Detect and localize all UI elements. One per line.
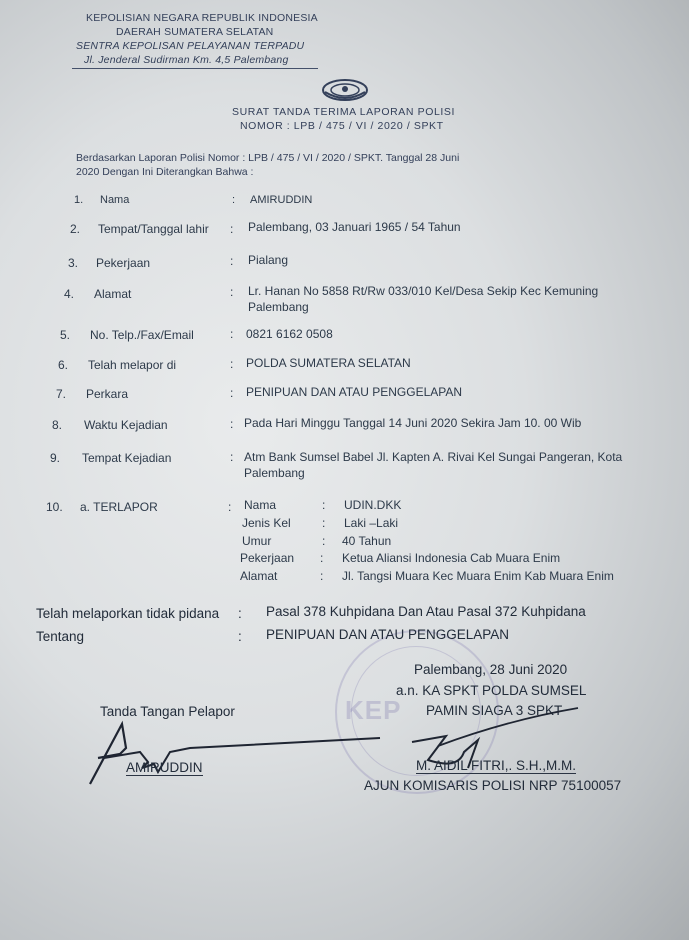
row-colon: : (232, 194, 236, 206)
police-emblem-icon (320, 78, 370, 102)
row-value: AMIRUDDIN (250, 194, 313, 206)
officer-position: PAMIN SIAGA 3 SPKT (426, 703, 563, 718)
terlapor-colon: : (228, 500, 232, 514)
row-label: Perkara (86, 387, 129, 401)
row-value: Lr. Hanan No 5858 Rt/Rw 033/010 Kel/Desa Sekip Kec Kemuning Palembang (248, 284, 599, 314)
row-number: 1. (74, 194, 84, 206)
tentang-value: PENIPUAN DAN ATAU PENGGELAPAN (266, 627, 510, 642)
row-value: Pialang (248, 253, 289, 267)
row-number: 2. (70, 222, 81, 236)
terlapor-field-label: Alamat (240, 569, 278, 583)
row-value: Pada Hari Minggu Tanggal 14 Juni 2020 Sekira Jam 10. 00 Wib (244, 416, 582, 430)
place-date: Palembang, 28 Juni 2020 (414, 662, 568, 677)
row-value: 0821 6162 0508 (246, 327, 333, 341)
row-colon: : (230, 450, 234, 464)
row-label: Telah melapor di (88, 358, 177, 372)
terlapor-field-label: Pekerjaan (240, 551, 295, 565)
pasal-colon: : (238, 606, 242, 621)
pasal-label: Telah melaporkan tidak pidana (36, 606, 220, 621)
document-number: NOMOR : LPB / 475 / VI / 2020 / SPKT (240, 120, 444, 132)
row-colon: : (230, 222, 234, 236)
row-label: Nama (100, 194, 130, 206)
terlapor-field-colon: : (320, 569, 324, 583)
intro-line-1: Berdasarkan Laporan Polisi Nomor : LPB / 475 / VI / 2020 / SPKT. Tanggal 28 Juni (76, 152, 460, 164)
document-title: SURAT TANDA TERIMA LAPORAN POLISI (232, 106, 456, 118)
row-colon: : (230, 285, 234, 299)
terlapor-field-label: Umur (242, 534, 272, 548)
pasal-value: Pasal 378 Kuhpidana Dan Atau Pasal 372 Kuhpidana (266, 604, 586, 619)
terlapor-field-colon: : (322, 534, 326, 548)
intro-line-2: 2020 Dengan Ini Diterangkan Bahwa : (76, 166, 254, 178)
terlapor-number: 10. (46, 500, 63, 514)
tentang-colon: : (238, 629, 242, 644)
reporter-name: AMIRUDDIN (126, 760, 203, 775)
header-line-3: SENTRA KEPOLISAN PELAYANAN TERPADU (76, 40, 305, 52)
terlapor-field-value: Laki –Laki (344, 516, 399, 530)
row-label: Pekerjaan (96, 256, 151, 270)
row-label: Waktu Kejadian (84, 418, 168, 432)
terlapor-field-value: Jl. Tangsi Muara Kec Muara Enim Kab Muara Enim (342, 569, 614, 583)
row-value: Palembang, 03 Januari 1965 / 54 Tahun (248, 220, 461, 234)
row-colon: : (230, 254, 234, 268)
row-value: PENIPUAN DAN ATAU PENGGELAPAN (246, 385, 463, 399)
terlapor-field-value: 40 Tahun (342, 534, 392, 548)
row-colon: : (230, 357, 234, 371)
terlapor-field-label: Jenis Kel (242, 516, 291, 530)
officer-name: M. AIDIL FITRI,. S.H.,M.M. (416, 758, 577, 773)
header-rule (72, 68, 318, 69)
row-number: 7. (56, 387, 67, 401)
officer-rank: AJUN KOMISARIS POLISI NRP 75100057 (364, 778, 622, 793)
row-value: Atm Bank Sumsel Babel Jl. Kapten A. Rivai Kel Sungai Pangeran, Kota Palembang (244, 450, 623, 480)
row-label: Alamat (94, 287, 132, 301)
row-colon: : (230, 327, 234, 341)
on-behalf: a.n. KA SPKT POLDA SUMSEL (396, 683, 587, 698)
tentang-label: Tentang (36, 629, 85, 644)
row-number: 8. (52, 418, 63, 432)
terlapor-label: a. TERLAPOR (80, 500, 158, 514)
terlapor-field-value: Ketua Aliansi Indonesia Cab Muara Enim (342, 551, 561, 565)
row-label: Tempat Kejadian (82, 451, 172, 465)
row-number: 4. (64, 287, 75, 301)
row-label: Tempat/Tanggal lahir (98, 222, 209, 236)
row-number: 9. (50, 451, 61, 465)
terlapor-field-colon: : (322, 498, 326, 512)
row-colon: : (230, 386, 234, 400)
stamp-text: KEP (345, 695, 402, 725)
header-line-1: KEPOLISIAN NEGARA REPUBLIK INDONESIA (86, 12, 318, 24)
header-line-2: DAERAH SUMATERA SELATAN (116, 26, 274, 38)
reporter-caption: Tanda Tangan Pelapor (100, 704, 235, 719)
terlapor-field-label: Nama (244, 498, 277, 512)
header-line-4: Jl. Jenderal Sudirman Km. 4,5 Palembang (84, 54, 289, 66)
terlapor-field-colon: : (322, 516, 326, 530)
row-number: 3. (68, 256, 79, 270)
row-label: No. Telp./Fax/Email (90, 328, 194, 342)
row-number: 5. (60, 328, 71, 342)
terlapor-field-colon: : (320, 551, 324, 565)
row-number: 6. (58, 358, 69, 372)
terlapor-field-value: UDIN.DKK (344, 498, 402, 512)
row-colon: : (230, 417, 234, 431)
row-value: POLDA SUMATERA SELATAN (246, 356, 411, 370)
